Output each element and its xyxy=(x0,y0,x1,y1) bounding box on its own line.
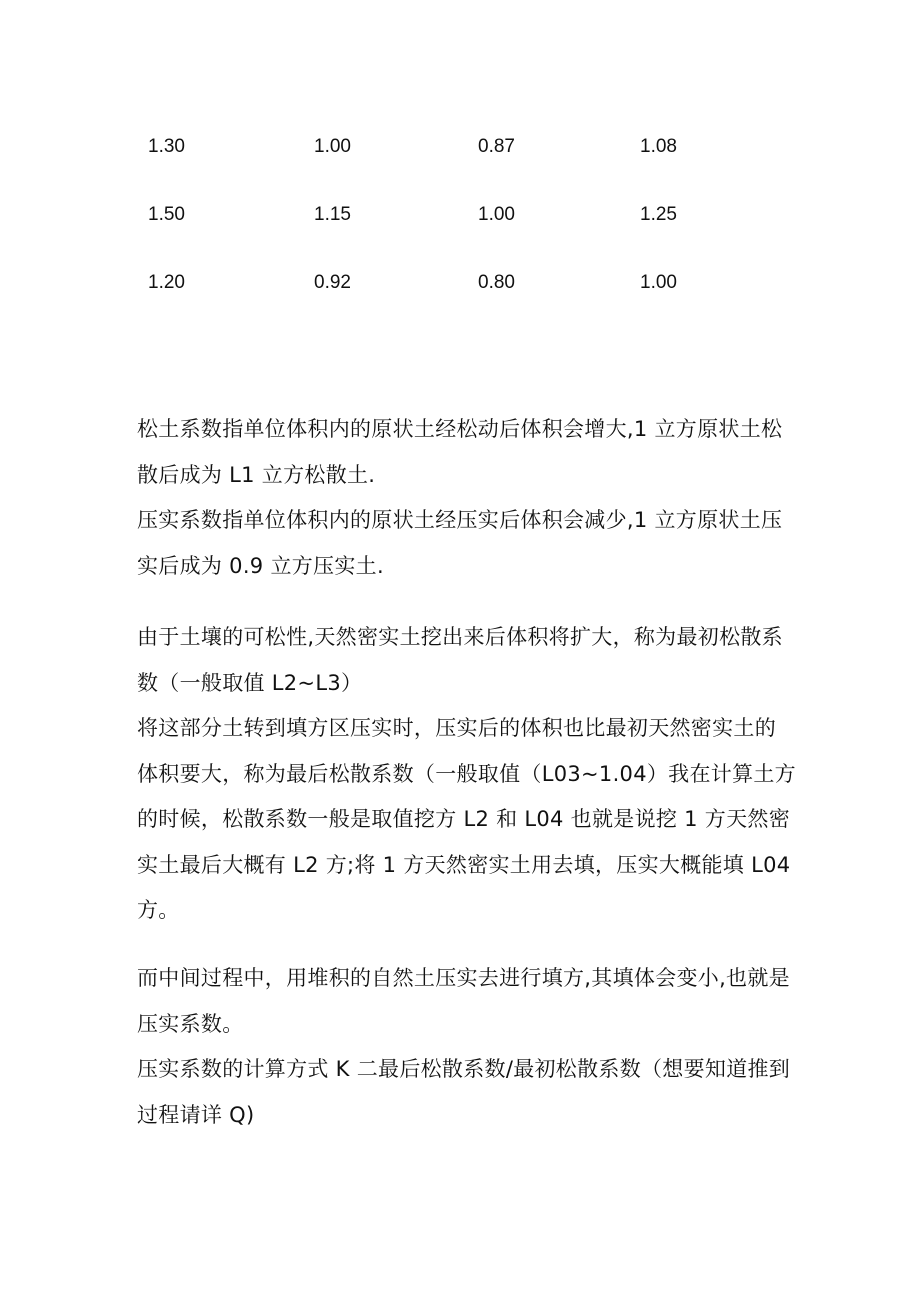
table-cell: 1.15 xyxy=(314,204,351,225)
table-cell: 1.00 xyxy=(478,204,515,225)
table-cell: 1.00 xyxy=(640,272,677,293)
coefficient-table xyxy=(148,130,748,334)
table-cell: 0.87 xyxy=(478,136,515,157)
loose-soil-coefficient-paragraph: 松土系数指单位体积内的原状土经松动后体积会增大,1 立方原状土松散后成为 L1 立方松散土. xyxy=(137,417,783,487)
compaction-coefficient-paragraph: 压实系数指单位体积内的原状土经压实后体积会减少,1 立方原状土压实后成为 0.9 立方压实土. xyxy=(137,508,783,578)
intermediate-process-paragraph: 而中间过程中，用堆积的自然土压实去进行填方,其填体会变小,也就是压实系数。 xyxy=(137,966,790,1036)
table-cell: 1.00 xyxy=(314,136,351,157)
table-row xyxy=(148,198,748,266)
final-loose-coefficient-paragraph: 将这部分土转到填方区压实时，压实后的体积也比最初天然密实土的体积要大，称为最后松散系数（一般取值（L03~1.04）我在计算土方的时候，松散系数一般是取值挖方 L2 和 L04 也就是说挖 1 方天然密实土最后大概有 L2 方;将 1 方天然密实土用去填，压实大概能填 L04 方。 xyxy=(137,716,796,922)
table-cell: 0.92 xyxy=(314,272,351,293)
table-cell: 1.08 xyxy=(640,136,677,157)
table-cell: 1.20 xyxy=(148,272,185,293)
table-cell: 1.25 xyxy=(640,204,677,225)
table-cell: 1.30 xyxy=(148,136,185,157)
table-row xyxy=(148,266,748,334)
table-row xyxy=(148,130,748,198)
table-cell: 1.50 xyxy=(148,204,185,225)
initial-loose-coefficient-paragraph: 由于土壤的可松性,天然密实土挖出来后体积将扩大，称为最初松散系数（一般取值 L2~L3） xyxy=(137,625,783,695)
table-cell: 0.80 xyxy=(478,272,515,293)
compaction-formula-paragraph: 压实系数的计算方式 K 二最后松散系数/最初松散系数（想要知道推到过程请详 Q) xyxy=(137,1057,791,1127)
